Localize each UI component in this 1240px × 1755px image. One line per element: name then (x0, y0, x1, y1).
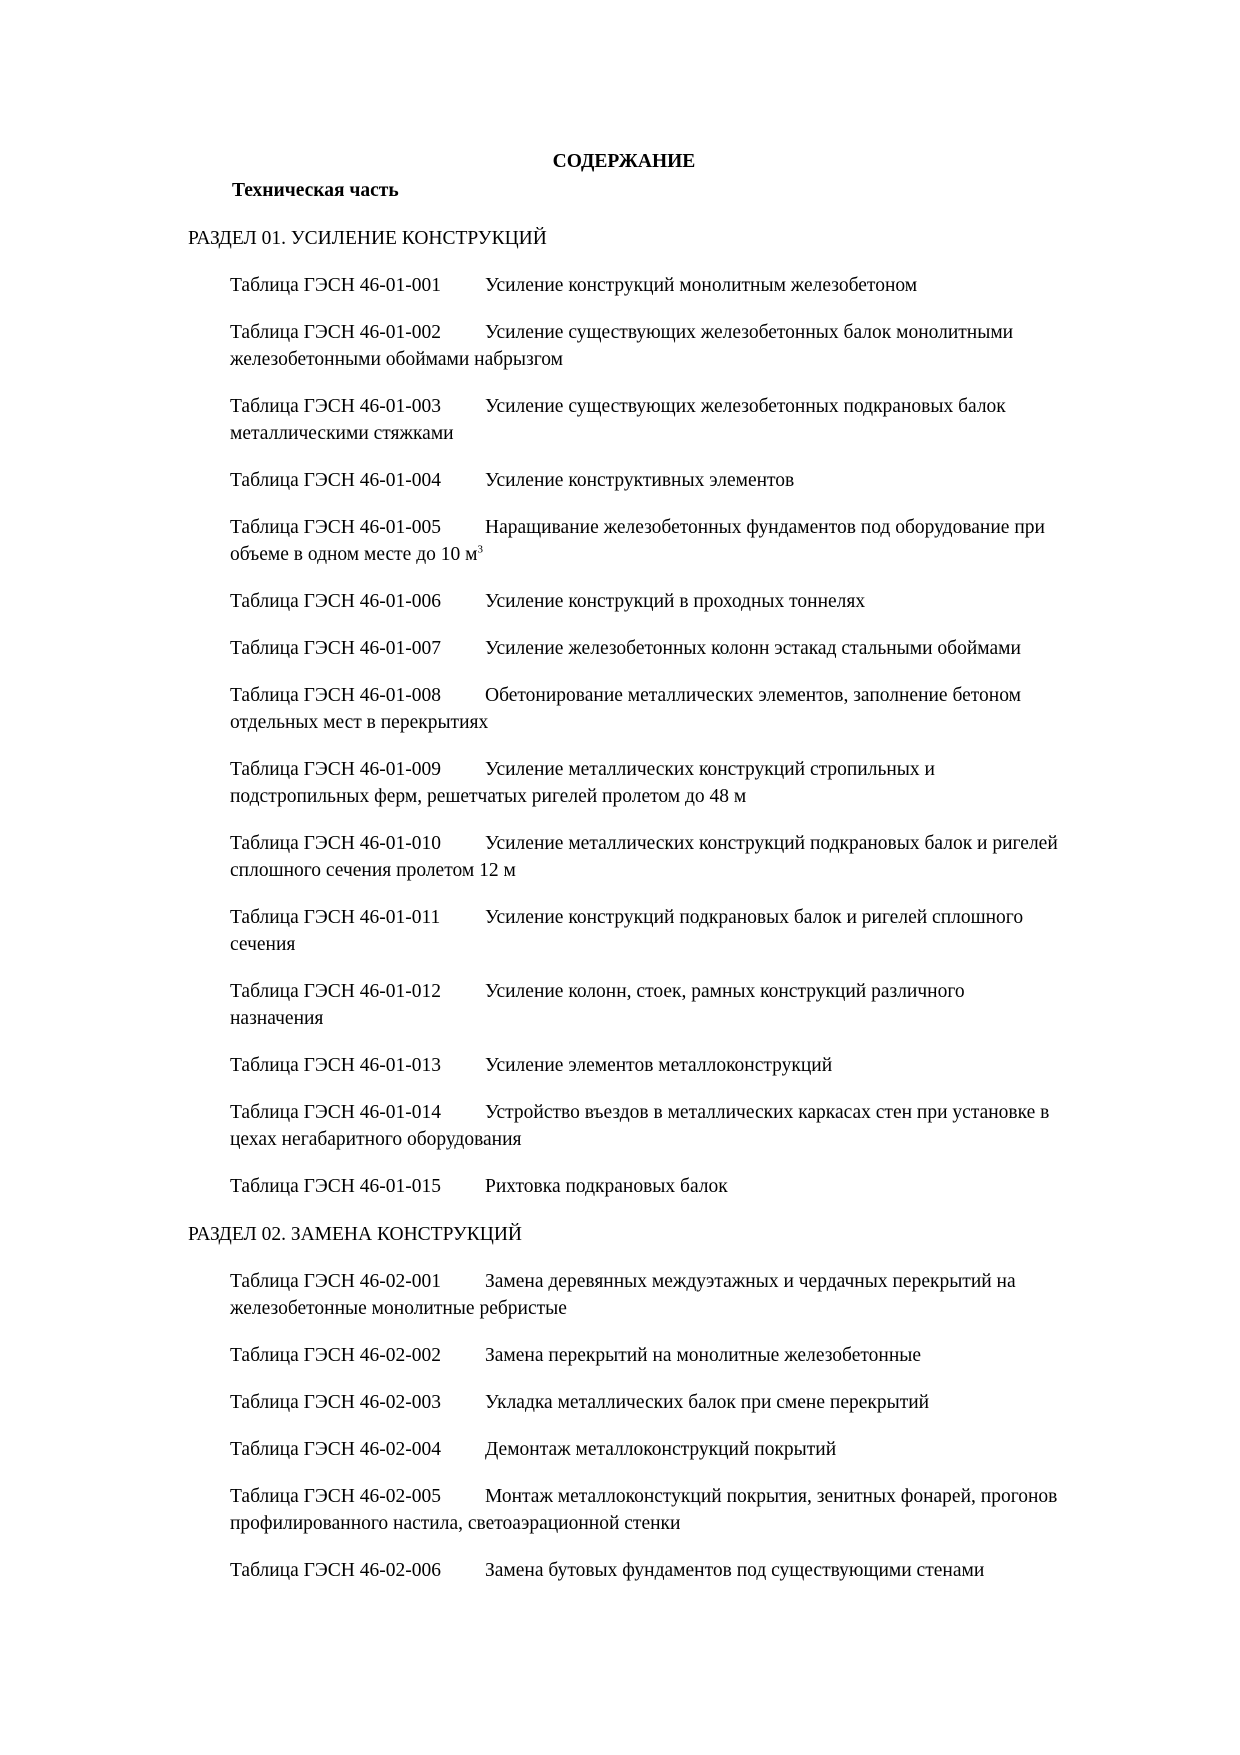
section-heading: РАЗДЕЛ 02. ЗАМЕНА КОНСТРУКЦИЙ (188, 1224, 522, 1245)
table-code: Таблица ГЭСН 46-01-002 (230, 322, 441, 343)
toc-entry[interactable] (230, 1557, 1060, 1584)
table-title: Усиление металлических конструкций подкрановых балок и ригелей сплошного сечения пролетом 12 м (230, 833, 1058, 881)
table-title: Усиление конструктивных элементов (485, 470, 795, 491)
toc-entry[interactable] (230, 514, 1060, 568)
section-heading: РАЗДЕЛ 01. УСИЛЕНИЕ КОНСТРУКЦИЙ (188, 228, 547, 249)
table-code: Таблица ГЭСН 46-02-006 (230, 1560, 441, 1581)
superscript: 3 (477, 543, 483, 556)
toc-entry[interactable] (230, 682, 1060, 736)
table-title: Усиление конструкций в проходных тоннелях (485, 591, 866, 612)
toc-entry[interactable] (230, 635, 1060, 662)
toc-entry[interactable] (230, 1099, 1060, 1153)
table-title: Усиление существующих железобетонных балок монолитными железобетонными обоймами набрызгом (230, 322, 1014, 370)
table-code: Таблица ГЭСН 46-01-003 (230, 396, 441, 417)
toc-entry[interactable] (230, 1342, 1060, 1369)
toc-entry[interactable] (230, 1052, 1060, 1079)
table-title: Устройство въездов в металлических каркасах стен при установке в цехах негабаритного оборудования (230, 1102, 1050, 1150)
table-code: Таблица ГЭСН 46-01-007 (230, 638, 441, 659)
table-title: Усиление металлических конструкций стропильных и подстропильных ферм, решетчатых ригелей пролетом до 48 м (230, 759, 935, 807)
table-title: Усиление элементов металлоконструкций (485, 1055, 833, 1076)
table-code: Таблица ГЭСН 46-01-010 (230, 833, 441, 854)
table-title: Замена перекрытий на монолитные железобетонные (485, 1345, 922, 1366)
table-code: Таблица ГЭСН 46-02-003 (230, 1392, 441, 1413)
toc-entry[interactable] (230, 1483, 1060, 1537)
toc-entry[interactable] (230, 467, 1060, 494)
table-code: Таблица ГЭСН 46-02-002 (230, 1345, 441, 1366)
toc-entry[interactable] (230, 756, 1060, 810)
table-code: Таблица ГЭСН 46-01-015 (230, 1176, 441, 1197)
table-code: Таблица ГЭСН 46-01-013 (230, 1055, 441, 1076)
table-code: Таблица ГЭСН 46-01-001 (230, 275, 441, 296)
toc-entry[interactable] (230, 1173, 1060, 1200)
table-code: Таблица ГЭСН 46-01-008 (230, 685, 441, 706)
toc-entry[interactable] (230, 319, 1060, 373)
toc-entry[interactable] (230, 1389, 1060, 1416)
table-code: Таблица ГЭСН 46-02-005 (230, 1486, 441, 1507)
technical-part-heading: Техническая часть (232, 180, 399, 201)
toc-entry[interactable] (230, 904, 1060, 958)
toc-entry[interactable] (230, 588, 1060, 615)
table-code: Таблица ГЭСН 46-01-011 (230, 907, 441, 928)
table-title: Демонтаж металлоконструкций покрытий (485, 1439, 837, 1460)
table-title: Усиление конструкций подкрановых балок и ригелей сплошного сечения (230, 907, 1024, 955)
table-title: Укладка металлических балок при смене перекрытий (485, 1392, 930, 1413)
table-of-contents (188, 225, 1060, 1584)
document-title: СОДЕРЖАНИЕ (552, 151, 696, 172)
toc-entry[interactable] (230, 978, 1060, 1032)
table-title: Усиление колонн, стоек, рамных конструкций различного назначения (230, 981, 965, 1029)
table-code: Таблица ГЭСН 46-01-005 (230, 517, 441, 538)
table-code: Таблица ГЭСН 46-01-009 (230, 759, 441, 780)
table-title: Монтаж металлоконстукций покрытия, зенитных фонарей, прогонов профилированного настила, светоаэрационной стенки (230, 1486, 1058, 1534)
toc-entry[interactable] (230, 1268, 1060, 1322)
table-title: Наращивание железобетонных фундаментов под оборудование при объеме в одном месте до 10 м (230, 517, 1045, 565)
table-title: Обетонирование металлических элементов, заполнение бетоном отдельных мест в перекрытиях (230, 685, 1021, 733)
table-title: Усиление существующих железобетонных подкрановых балок металлическими стяжками (230, 396, 1006, 444)
table-code: Таблица ГЭСН 46-02-001 (230, 1271, 441, 1292)
toc-entry[interactable] (230, 1436, 1060, 1463)
table-code: Таблица ГЭСН 46-01-014 (230, 1102, 441, 1123)
toc-entry[interactable] (230, 830, 1060, 884)
table-title: Замена бутовых фундаментов под существующими стенами (485, 1560, 985, 1581)
toc-entry[interactable] (230, 272, 1060, 299)
table-title: Рихтовка подкрановых балок (485, 1176, 728, 1197)
table-title: Замена деревянных междуэтажных и чердачных перекрытий на железобетонные монолитные ребристые (230, 1271, 1016, 1319)
table-title: Усиление конструкций монолитным железобетоном (485, 275, 918, 296)
table-code: Таблица ГЭСН 46-02-004 (230, 1439, 441, 1460)
table-title: Усиление железобетонных колонн эстакад стальными обоймами (485, 638, 1021, 659)
document-page (188, 148, 1060, 1584)
table-code: Таблица ГЭСН 46-01-006 (230, 591, 441, 612)
table-code: Таблица ГЭСН 46-01-004 (230, 470, 441, 491)
table-code: Таблица ГЭСН 46-01-012 (230, 981, 441, 1002)
toc-entry[interactable] (230, 393, 1060, 447)
